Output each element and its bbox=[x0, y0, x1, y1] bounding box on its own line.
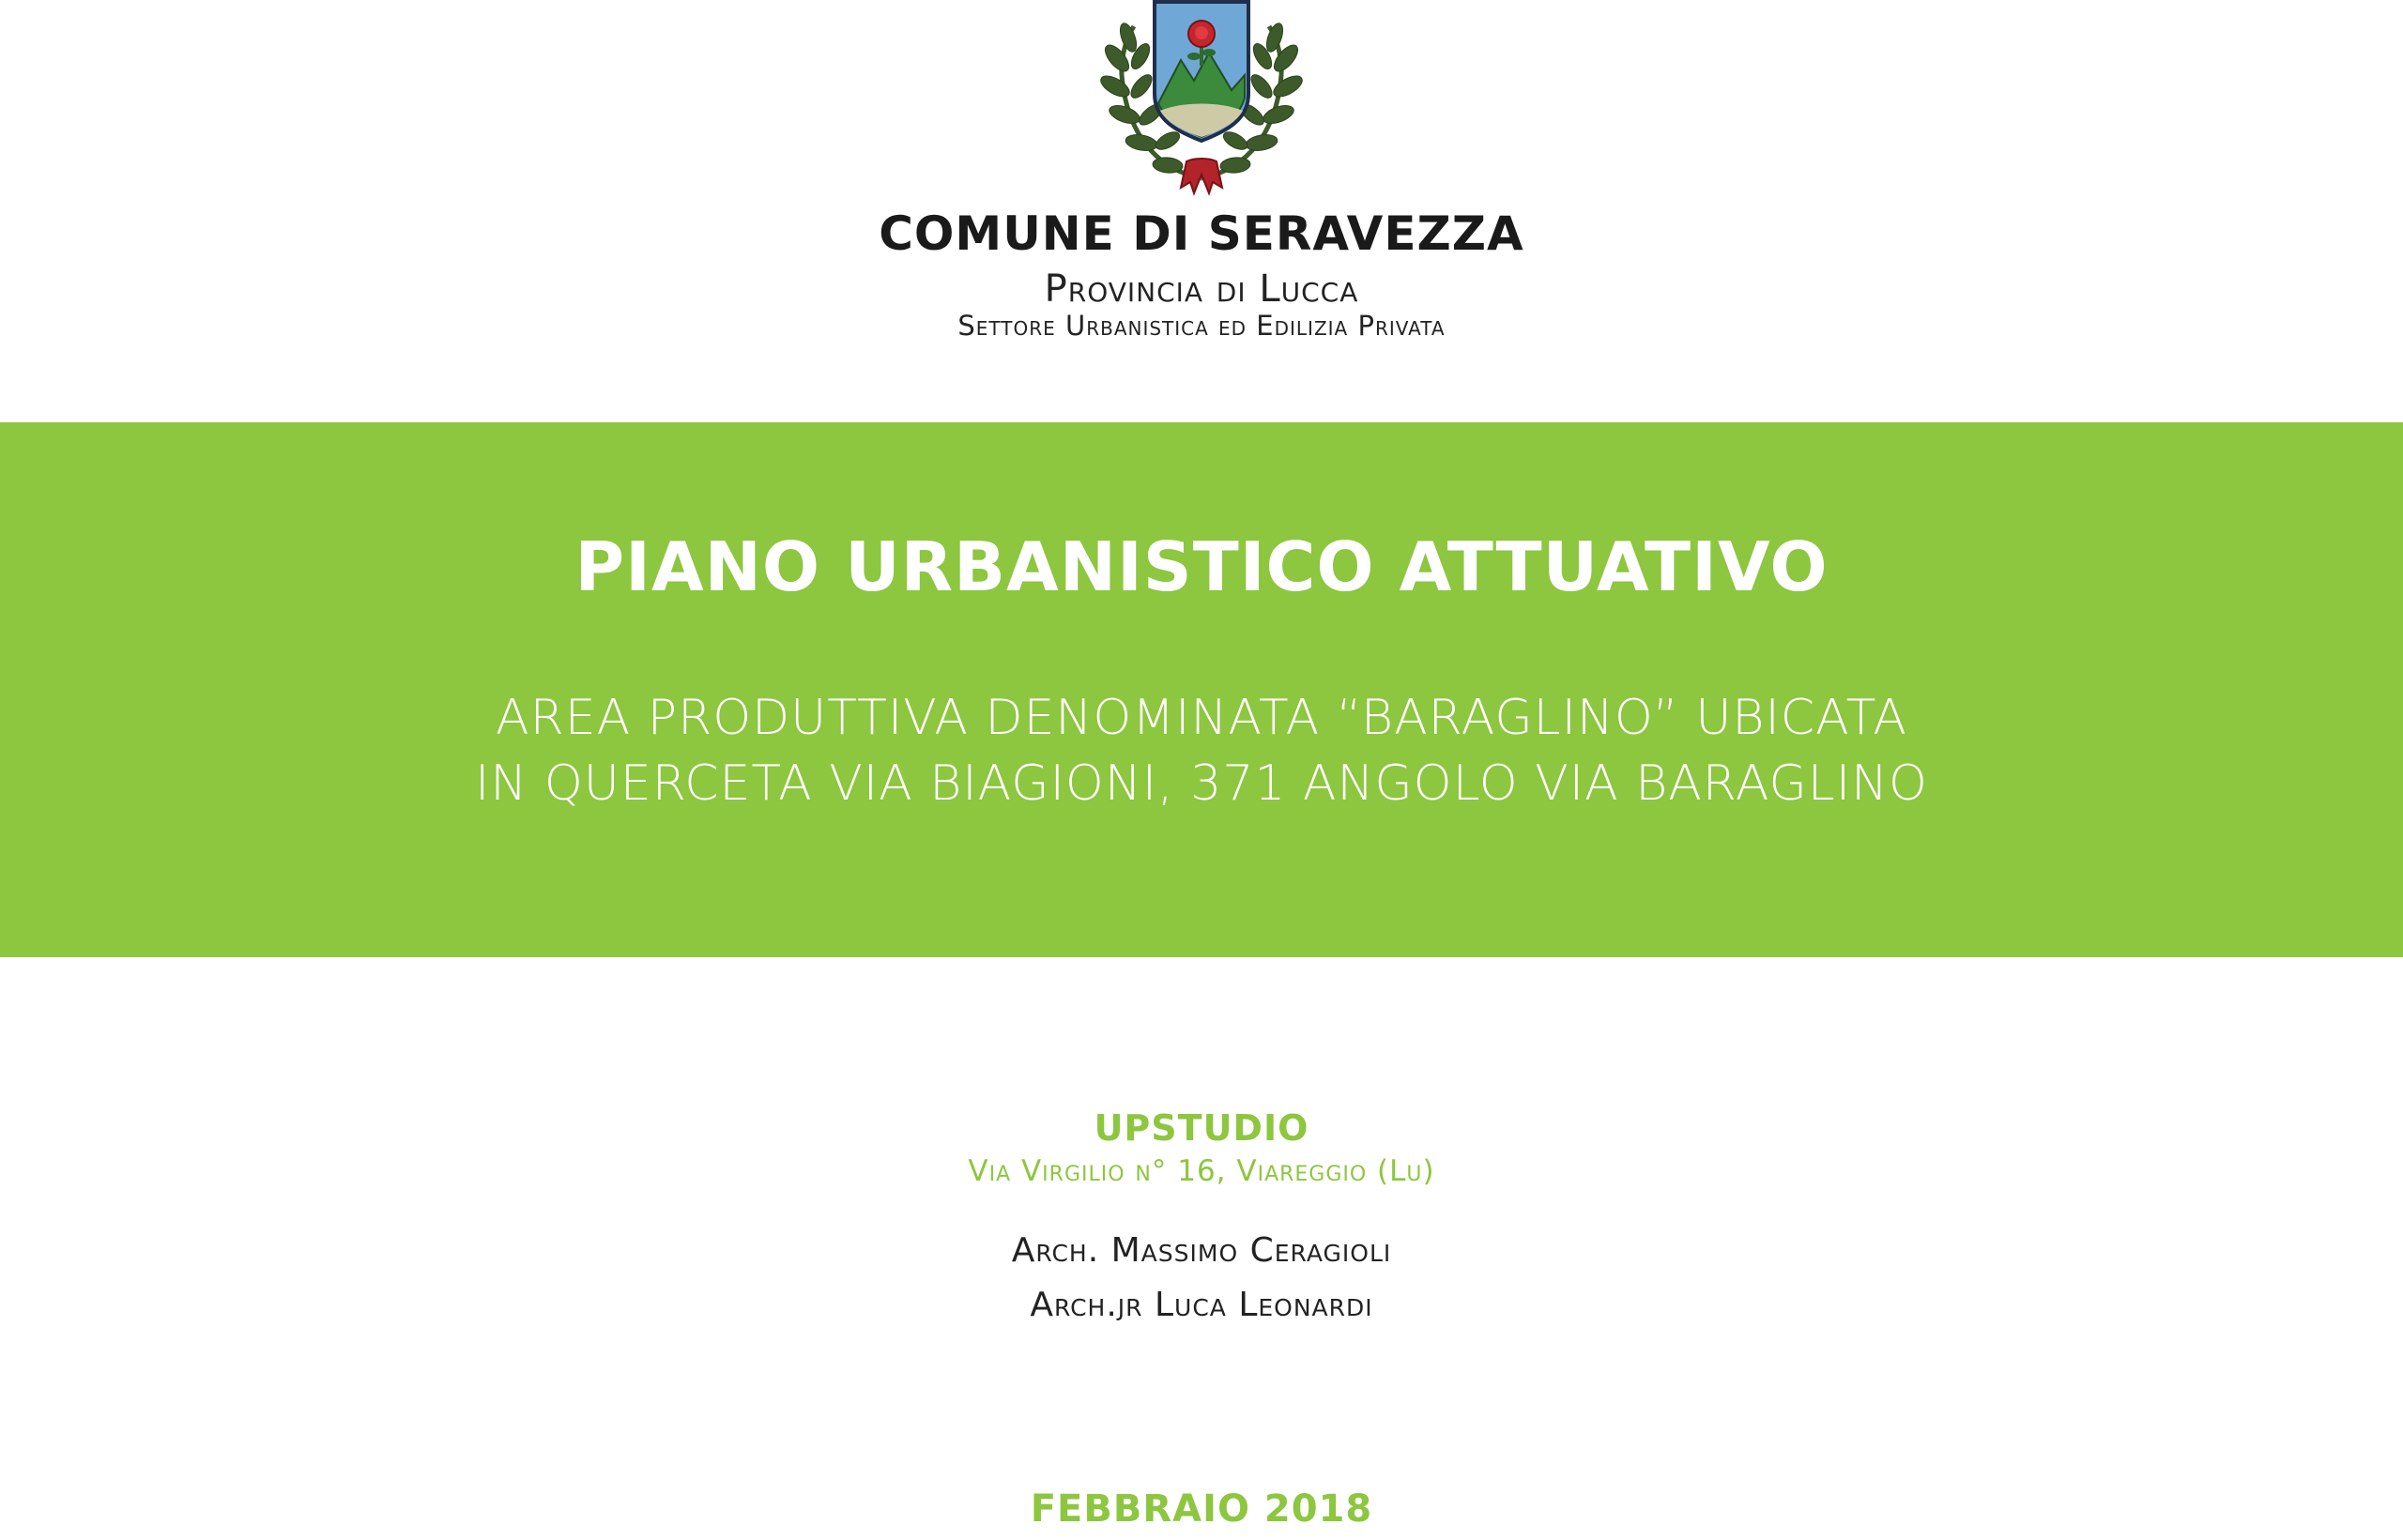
coat-of-arms-logo bbox=[1089, 0, 1314, 199]
plan-subtitle-line-1: AREA PRODUTTIVA DENOMINATA “BARAGLINO” UBICATA bbox=[496, 690, 1907, 746]
studio-name: UPSTUDIO bbox=[1094, 1107, 1309, 1149]
comune-title: COMUNE DI SERAVEZZA bbox=[879, 206, 1524, 261]
plan-subtitle-line-2: IN QUERCETA VIA BIAGIONI, 371 ANGOLO VIA BARAGLINO bbox=[475, 755, 1928, 812]
studio-address: Via Virgilio n° 16, Viareggio (Lu) bbox=[968, 1154, 1435, 1188]
plan-title: PIANO URBANISTICO ATTUATIVO bbox=[574, 527, 1829, 606]
architect-1: Arch. Massimo Ceragioli bbox=[1011, 1231, 1392, 1270]
architect-2: Arch.jr Luca Leonardi bbox=[1030, 1286, 1373, 1324]
document-date: FEBBRAIO 2018 bbox=[1030, 1487, 1373, 1531]
settore-subtitle: Settore Urbanistica ed Edilizia Privata bbox=[957, 310, 1446, 342]
provincia-subtitle: Provincia di Lucca bbox=[1044, 267, 1359, 311]
